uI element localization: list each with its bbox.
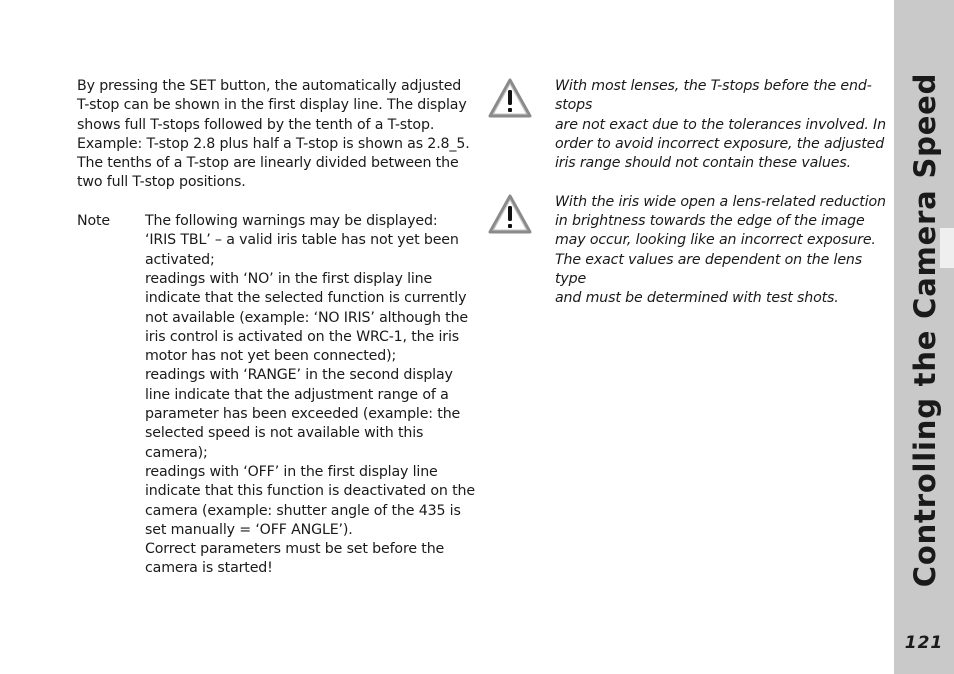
intro-line: two full T-stop positions. [77,174,246,191]
warning-text [555,77,887,173]
right-column [487,77,887,328]
warning-line: With most lenses, the T-stops before the end-stops [555,78,872,114]
warning-line: in brightness towards the edge of the image [555,213,865,230]
note-block [77,212,477,579]
warning-triangle-icon [487,77,535,173]
note-line: not available (example: ‘NO IRIS’ although the [145,309,468,326]
warning-text [555,193,887,309]
intro-line: Example: T-stop 2.8 plus half a T-stop is shown as 2.8_5. [77,135,470,152]
note-line: indicate that the selected function is currently [145,290,467,307]
warning-line: may occur, looking like an incorrect exposure. [555,232,876,249]
note-label: Note [77,213,110,230]
warning-line: iris range should not contain these values. [555,155,851,172]
note-line: readings with ‘NO’ in the first display line [145,270,433,287]
intro-line: T-stop can be shown in the first display line. The display [77,97,467,114]
note-body [145,212,477,579]
note-line: motor has not yet been connected); [145,348,397,365]
chapter-tab-marker [940,228,954,268]
warning-line: The exact values are dependent on the lens type [555,251,862,287]
left-column [77,77,477,579]
section-title: Controlling the Camera Speed [908,72,942,588]
intro-paragraph [77,77,477,193]
note-line: The following warnings may be displayed: [145,213,438,230]
warning-triangle-icon [487,193,535,309]
note-line: camera is started! [145,560,273,577]
note-line: activated; [145,251,215,268]
note-line: set manually = ‘OFF ANGLE’). [145,521,353,538]
note-line: camera (example: shutter angle of the 435 is [145,502,461,519]
warning-line: are not exact due to the tolerances involved. In [555,116,886,133]
page-number: 121 [904,633,944,653]
intro-line: By pressing the SET button, the automatically adjusted [77,78,462,94]
note-line: parameter has been exceeded (example: the [145,406,461,423]
intro-line: The tenths of a T-stop are linearly divided between the [77,155,459,172]
note-line: ‘IRIS TBL’ – a valid iris table has not yet been [145,232,459,249]
note-line: readings with ‘OFF’ in the first display line [145,463,438,480]
warning-line: With the iris wide open a lens-related reduction [555,193,886,210]
intro-line: shows full T-stops followed by the tenth of a T-stop. [77,116,435,133]
note-line: readings with ‘RANGE’ in the second display [145,367,453,384]
warning-block [487,77,887,173]
warning-block [487,193,887,309]
warning-line: and must be determined with test shots. [555,290,839,307]
note-line: Correct parameters must be set before the [145,541,445,558]
note-line: line indicate that the adjustment range of a [145,386,449,403]
note-line: indicate that this function is deactivated on the [145,483,475,500]
note-line: selected speed is not available with this camera); [145,425,424,461]
note-line: iris control is activated on the WRC-1, the iris [145,328,459,345]
warning-line: order to avoid incorrect exposure, the adjusted [555,135,885,152]
